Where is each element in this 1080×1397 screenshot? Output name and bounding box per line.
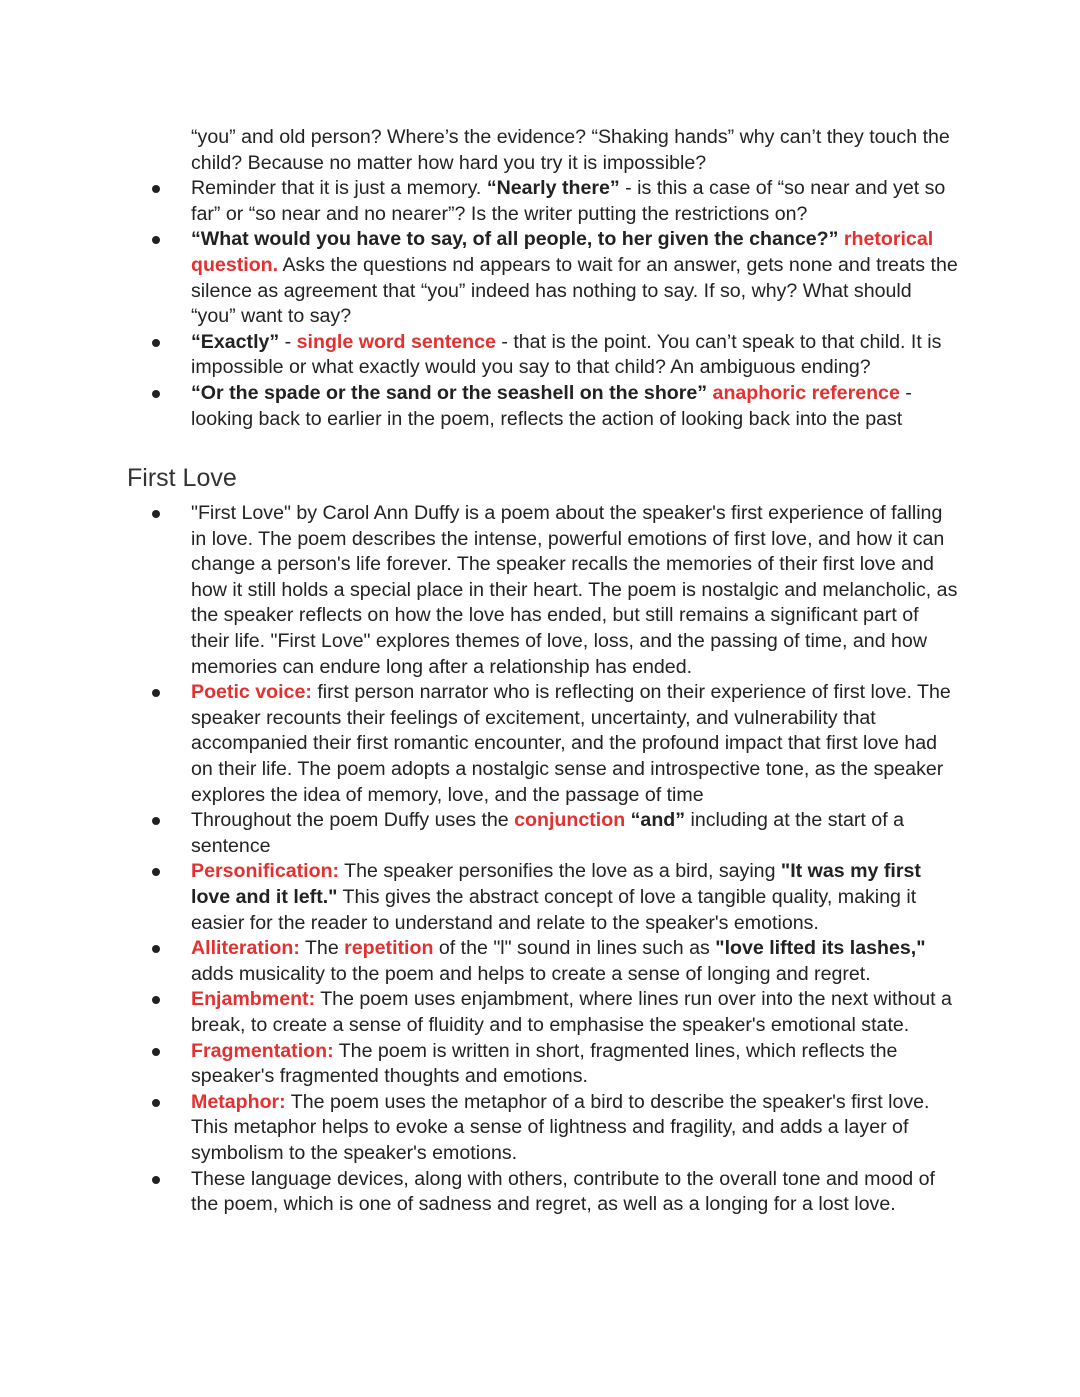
text-segment: "First Love" by Carol Ann Duffy is a poem about the speaker's first experience of falling <box>191 502 943 524</box>
text-segment: looking back to earlier in the poem, reflects the action of looking back into the past <box>191 407 903 430</box>
text-line <box>191 885 961 911</box>
text-segment: Reminder that it is just a memory. <box>191 177 487 200</box>
text-line <box>191 629 961 655</box>
text-line <box>191 202 961 228</box>
list-item <box>191 381 961 432</box>
text-segment: symbolism to the speaker's emotions. <box>191 1141 518 1164</box>
text-line <box>191 706 961 732</box>
highlighted-term: Personification: <box>191 860 340 883</box>
section-heading: First Love <box>127 464 237 492</box>
highlighted-term: rhetorical <box>843 228 934 251</box>
highlighted-term: Alliteration: <box>191 937 300 960</box>
text-segment: of the "l" sound in lines such as <box>433 937 716 960</box>
highlighted-term: conjunction <box>514 809 626 832</box>
text-line <box>191 330 961 356</box>
highlighted-term: Fragmentation: <box>191 1039 334 1062</box>
text-segment: These language devices, along with others, contribute to the overall tone and mood of <box>191 1167 935 1190</box>
text-segment: memories can endure long after a relationship has ended. <box>191 655 693 678</box>
text-segment: Throughout the poem Duffy uses the <box>191 809 515 832</box>
text-line <box>191 936 961 962</box>
text-segment: This gives the abstract concept of love a tangible quality, making it <box>337 885 917 908</box>
list-item <box>191 330 961 381</box>
text-segment: first person narrator who is reflecting on their experience of first love. The <box>311 681 951 704</box>
text-line <box>191 911 961 937</box>
text-segment: Asks the questions nd appears to wait for an answer, gets none and treats the <box>278 253 958 276</box>
text-segment: sentence <box>191 834 271 857</box>
text-line <box>191 1064 961 1090</box>
bullet-icon <box>152 185 160 193</box>
text-line <box>191 381 961 407</box>
quoted-text: “What would you have to say, of all people, to her given the chance?” <box>191 228 839 251</box>
text-segment: The poem uses enjambment, where lines run over into the next without a <box>315 988 952 1011</box>
text-line <box>191 355 961 381</box>
quoted-text: “Exactly” <box>191 330 280 353</box>
text-line <box>191 279 961 305</box>
text-segment: on their life. The poem adopts a nostalgic sense and introspective tone, as the speaker <box>191 757 944 780</box>
list-item <box>191 936 961 987</box>
text-segment: break, to create a sense of fluidity and to emphasise the speaker's emotional state. <box>191 1013 910 1036</box>
text-line <box>191 1090 961 1116</box>
text-line <box>191 808 961 834</box>
text-line <box>191 304 961 330</box>
list-item <box>191 1167 961 1218</box>
bullet-icon <box>152 339 160 347</box>
text-segment: impossible or what exactly would you say to that child? An ambiguous ending? <box>191 356 871 379</box>
text-segment: child? Because no matter how hard you try it is impossible? <box>191 151 707 174</box>
bullet-icon <box>152 945 160 953</box>
highlighted-term: question. <box>191 253 279 276</box>
text-line <box>191 655 961 681</box>
text-line <box>191 552 961 578</box>
bullet-icon <box>152 510 160 518</box>
text-segment: The poem is written in short, fragmented lines, which reflects the <box>333 1039 898 1062</box>
list-item <box>191 501 961 680</box>
bullet-icon <box>152 390 160 398</box>
text-line <box>191 578 961 604</box>
list-item <box>191 1039 961 1090</box>
text-segment: “you” want to say? <box>191 305 352 328</box>
bullet-icon <box>152 996 160 1004</box>
quoted-text: "love lifted its lashes," <box>715 937 926 960</box>
text-line <box>191 176 961 202</box>
text-segment: the speaker reflects on how the love has ended, but still remains a significant part of <box>191 604 919 627</box>
text-segment: explores the idea of memory, love, and the passage of time <box>191 783 704 806</box>
text-line <box>191 151 961 177</box>
highlighted-term: repetition <box>344 937 434 960</box>
text-segment: speaker recounts their feelings of excitement, uncertainty, and vulnerability that <box>191 706 876 729</box>
text-segment: change a person's life forever. The speaker recalls the memories of their first love and <box>191 553 934 576</box>
list-item <box>191 680 961 808</box>
quoted-text: "It was my first <box>780 860 921 883</box>
bullet-icon <box>152 1048 160 1056</box>
list-item <box>191 125 961 176</box>
text-segment: This metaphor helps to evoke a sense of lightness and fragility, and adds a layer of <box>191 1116 909 1139</box>
bullet-icon <box>152 1099 160 1107</box>
text-segment: “you” and old person? Where’s the evidence? “Shaking hands” why can’t they touch the <box>191 126 950 148</box>
text-line <box>191 603 961 629</box>
text-line <box>191 227 961 253</box>
quoted-text: love and it left." <box>191 885 338 908</box>
bullet-icon <box>152 1176 160 1184</box>
text-line <box>191 1039 961 1065</box>
text-segment: speaker's fragmented thoughts and emotions. <box>191 1065 588 1088</box>
highlighted-term: anaphoric reference <box>712 382 900 404</box>
text-line <box>191 783 961 809</box>
text-line <box>191 1115 961 1141</box>
quoted-text: “and” <box>630 809 686 832</box>
bullet-icon <box>152 689 160 697</box>
text-line <box>191 125 961 151</box>
text-segment: in love. The poem describes the intense, powerful emotions of first love, and how it can <box>191 527 945 550</box>
text-line <box>191 680 961 706</box>
bullet-icon <box>152 868 160 876</box>
text-line <box>191 1167 961 1193</box>
text-line <box>191 834 961 860</box>
list-item <box>191 987 961 1038</box>
text-segment: their life. "First Love" explores themes of love, loss, and the passing of time, and how <box>191 629 927 652</box>
text-segment: - that is the point. You can’t speak to that child. It is <box>495 330 942 353</box>
text-segment: The <box>299 937 345 960</box>
text-segment: accompanied their first romantic encounter, and the profound impact that first love had <box>191 732 938 755</box>
text-segment: adds musicality to the poem and helps to create a sense of longing and regret. <box>191 962 871 985</box>
list-item <box>191 859 961 936</box>
text-segment: silence as agreement that “you” indeed has nothing to say. If so, why? What should <box>191 279 912 302</box>
text-segment: the poem, which is one of sadness and regret, as well as a longing for a lost love. <box>191 1193 896 1216</box>
highlighted-term: single word sentence <box>296 330 496 353</box>
list-item <box>191 1090 961 1167</box>
text-line <box>191 1013 961 1039</box>
text-line <box>191 253 961 279</box>
text-line <box>191 1192 961 1218</box>
text-line <box>191 757 961 783</box>
list-item <box>191 176 961 227</box>
text-line <box>191 859 961 885</box>
bullet-icon <box>152 817 160 825</box>
text-line <box>191 962 961 988</box>
quoted-text: “Or the spade or the sand or the seashell on the shore” <box>191 382 708 404</box>
highlighted-term: Poetic voice: <box>191 681 312 704</box>
highlighted-term: Metaphor: <box>191 1090 286 1113</box>
text-line <box>191 731 961 757</box>
text-segment: including at the start of a <box>685 809 904 832</box>
text-line <box>191 1141 961 1167</box>
text-segment: The poem uses the metaphor of a bird to describe the speaker's first love. <box>285 1090 930 1113</box>
text-segment: - <box>279 330 297 353</box>
text-segment: - is this a case of “so near and yet so <box>619 177 946 200</box>
list-item <box>191 227 961 329</box>
text-segment: far” or “so near and no nearer”? Is the writer putting the restrictions on? <box>191 202 808 225</box>
text-segment: easier for the reader to understand and relate to the speaker's emotions. <box>191 911 819 934</box>
text-segment: how it still holds a special place in their heart. The poem is nostalgic and melancholic, as <box>191 578 958 601</box>
highlighted-term: Enjambment: <box>191 988 316 1011</box>
text-line <box>191 407 961 433</box>
bullet-icon <box>152 236 160 244</box>
text-segment: - <box>899 382 912 404</box>
text-line <box>191 527 961 553</box>
text-segment: The speaker personifies the love as a bird, saying <box>339 860 781 883</box>
list-item <box>191 808 961 859</box>
text-line <box>191 501 961 527</box>
text-line <box>191 987 961 1013</box>
quoted-text: “Nearly there” <box>486 177 620 200</box>
